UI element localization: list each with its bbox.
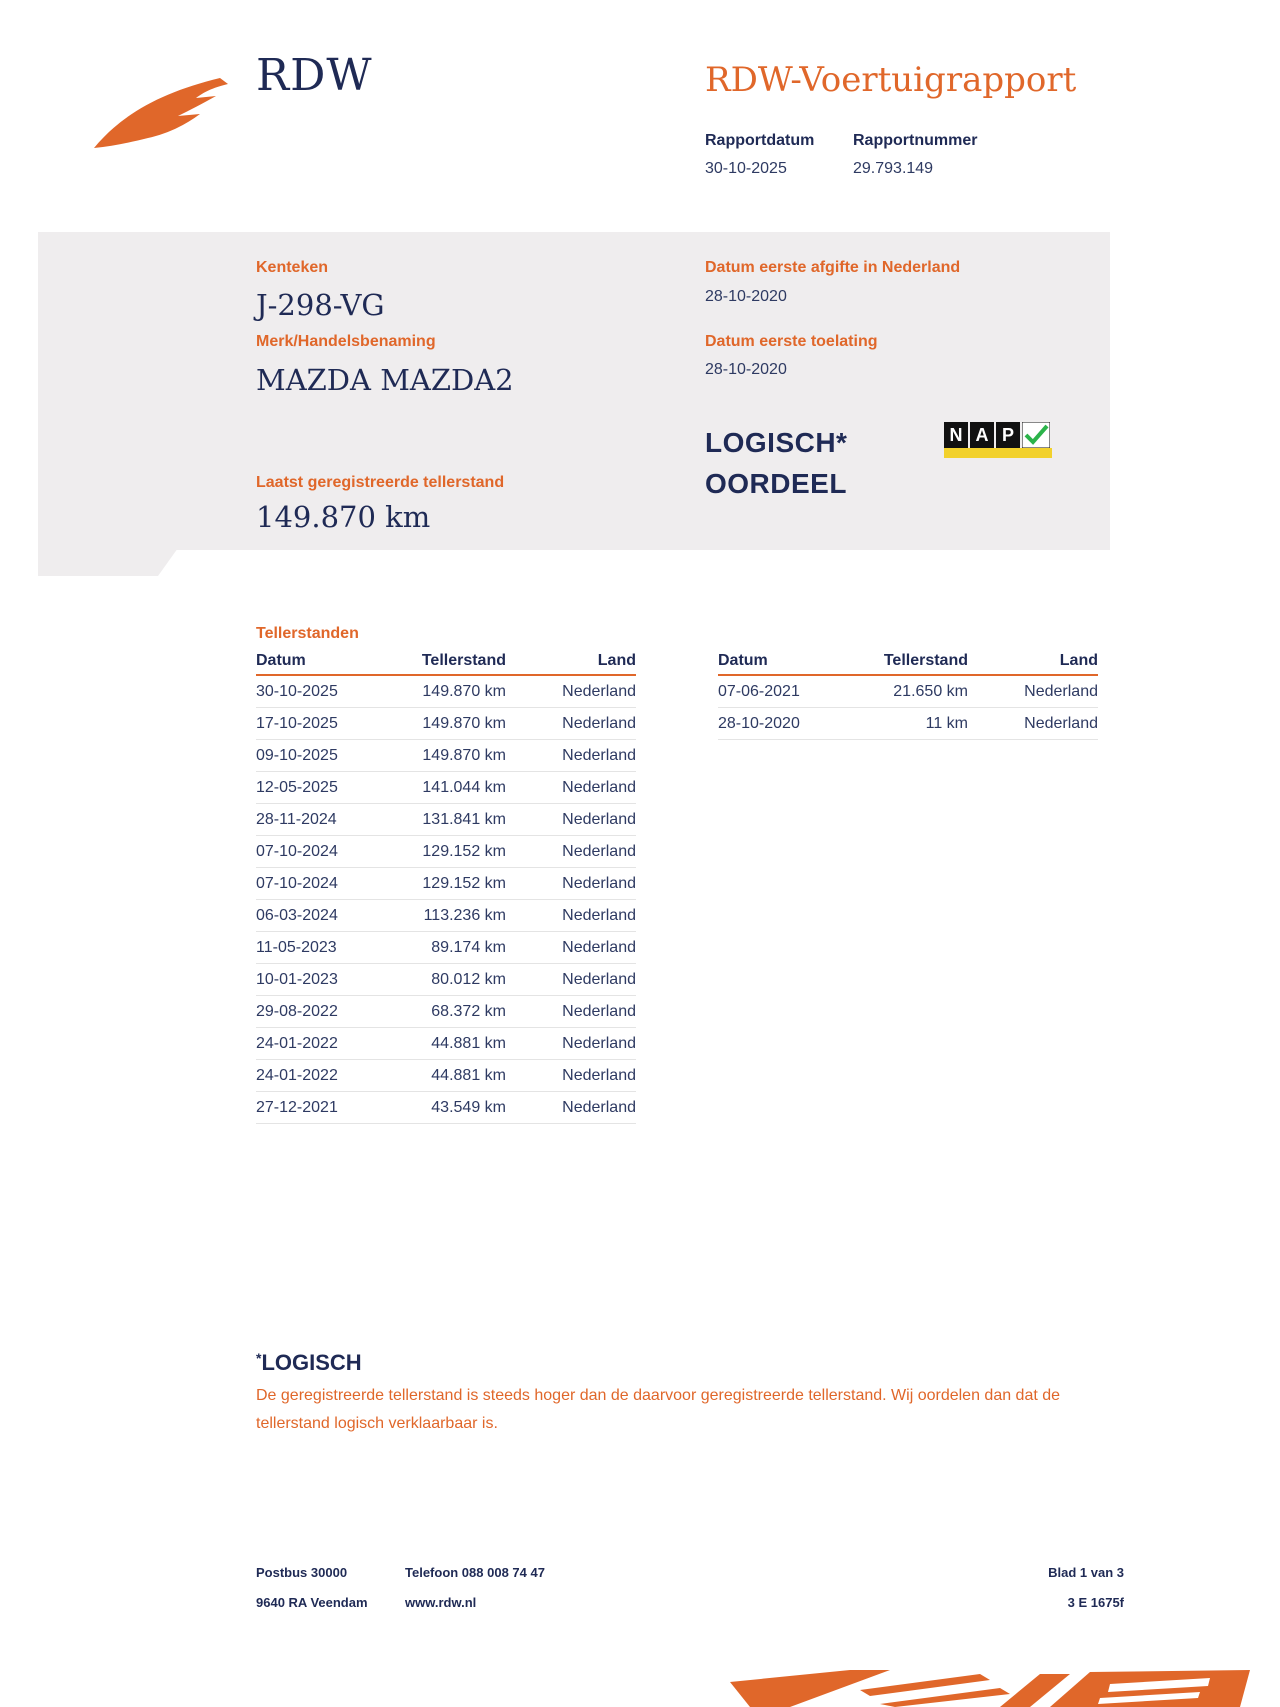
rdw-logo-icon: [92, 74, 242, 154]
verdict-caption: OORDEEL: [705, 468, 847, 499]
table-row: [256, 772, 636, 804]
table-row: [256, 964, 636, 996]
report-number: 29.793.149: [853, 160, 934, 177]
row-country: Nederland: [968, 708, 1098, 740]
row-odometer: 44.881 km: [406, 1060, 506, 1092]
table-header-row: [256, 652, 636, 675]
vehicle-info-panel: [38, 232, 1110, 550]
readings-title: Tellerstanden: [256, 625, 359, 642]
table-row: [256, 740, 636, 772]
make-value: MAZDA MAZDA2: [256, 363, 514, 397]
footnote-text: De geregistreerde tellerstand is steeds hoger dan de daarvoor geregistreerde tellerstand. Wij oordelen dan dat de tellerstand logisch verklaarbaar is.: [256, 1387, 1061, 1432]
nap-yellow-bar: [944, 448, 1052, 458]
table-row: [256, 996, 636, 1028]
first-issue-nl-value: 28-10-2020: [705, 288, 787, 305]
brand-name: RDW: [256, 50, 373, 101]
col-land: Land: [968, 652, 1098, 675]
table-row: [256, 836, 636, 868]
row-odometer: 131.841 km: [406, 804, 506, 836]
make-label: Merk/Handelsbenaming: [256, 333, 436, 350]
odometer-label: Laatst geregistreerde tellerstand: [256, 474, 505, 491]
table-row: [256, 932, 636, 964]
nap-letter-p: P: [996, 422, 1020, 448]
row-country: Nederland: [506, 996, 636, 1028]
report-date: 30-10-2025: [705, 160, 787, 177]
row-country: Nederland: [506, 1060, 636, 1092]
row-date: 28-10-2020: [718, 708, 868, 740]
table-row: [718, 708, 1098, 740]
footer-phone: Telefoon 088 008 74 47: [405, 1565, 545, 1580]
footer-website[interactable]: www.rdw.nl: [405, 1595, 477, 1610]
col-datum: Datum: [256, 652, 406, 675]
row-country: Nederland: [506, 708, 636, 740]
footer-address-line2: 9640 RA Veendam: [256, 1595, 368, 1610]
table-row: [256, 868, 636, 900]
row-odometer: 89.174 km: [406, 932, 506, 964]
footnote-marker: *: [256, 1350, 262, 1366]
row-odometer: 43.549 km: [406, 1092, 506, 1124]
row-date: 11-05-2023: [256, 932, 406, 964]
readings-table-right: [718, 652, 1098, 740]
row-odometer: 149.870 km: [406, 675, 506, 708]
footer-code: 3 E 1675f: [1067, 1595, 1124, 1610]
nap-letter-n: N: [944, 422, 968, 448]
first-admission-value: 28-10-2020: [705, 361, 787, 378]
col-land: Land: [506, 652, 636, 675]
row-odometer: 129.152 km: [406, 868, 506, 900]
row-date: 07-10-2024: [256, 836, 406, 868]
report-number-label: Rapportnummer: [853, 132, 978, 149]
row-country: Nederland: [506, 1028, 636, 1060]
row-odometer: 149.870 km: [406, 740, 506, 772]
table-row: [256, 1092, 636, 1124]
row-odometer: 68.372 km: [406, 996, 506, 1028]
verdict-value: LOGISCH*: [705, 427, 848, 458]
row-country: Nederland: [506, 740, 636, 772]
checkmark-icon: [1022, 422, 1050, 448]
table-row: [256, 1028, 636, 1060]
row-odometer: 149.870 km: [406, 708, 506, 740]
row-country: Nederland: [968, 675, 1098, 708]
row-date: 24-01-2022: [256, 1028, 406, 1060]
plate-label: Kenteken: [256, 259, 329, 276]
row-date: 09-10-2025: [256, 740, 406, 772]
table-row: [256, 708, 636, 740]
first-admission-label: Datum eerste toelating: [705, 333, 878, 350]
row-date: 07-10-2024: [256, 868, 406, 900]
plate-value: J-298-VG: [256, 288, 385, 322]
footnote-title: [256, 1350, 362, 1376]
panel-tab-shape: [38, 548, 178, 576]
footer-page: Blad 1 van 3: [1048, 1565, 1124, 1580]
col-tellerstand: Tellerstand: [406, 652, 506, 675]
row-odometer: 11 km: [868, 708, 968, 740]
nap-badge: [944, 422, 1052, 462]
row-odometer: 129.152 km: [406, 836, 506, 868]
table-row: [256, 900, 636, 932]
row-country: Nederland: [506, 900, 636, 932]
row-odometer: 21.650 km: [868, 675, 968, 708]
row-odometer: 44.881 km: [406, 1028, 506, 1060]
row-date: 27-12-2021: [256, 1092, 406, 1124]
row-odometer: 113.236 km: [406, 900, 506, 932]
row-date: 06-03-2024: [256, 900, 406, 932]
table-row: [256, 675, 636, 708]
nap-letter-a: A: [970, 422, 994, 448]
rdw-stripes-graphic: [730, 1660, 1250, 1707]
row-date: 29-08-2022: [256, 996, 406, 1028]
readings-table-left: [256, 652, 636, 1124]
row-date: 10-01-2023: [256, 964, 406, 996]
table-row: [256, 804, 636, 836]
row-odometer: 141.044 km: [406, 772, 506, 804]
row-country: Nederland: [506, 964, 636, 996]
row-country: Nederland: [506, 772, 636, 804]
table-row: [718, 675, 1098, 708]
row-country: Nederland: [506, 868, 636, 900]
col-datum: Datum: [718, 652, 868, 675]
row-date: 30-10-2025: [256, 675, 406, 708]
row-date: 17-10-2025: [256, 708, 406, 740]
row-country: Nederland: [506, 675, 636, 708]
report-date-label: Rapportdatum: [705, 132, 815, 149]
col-tellerstand: Tellerstand: [868, 652, 968, 675]
first-issue-nl-label: Datum eerste afgifte in Nederland: [705, 259, 961, 276]
report-title: RDW-Voertuigrapport: [705, 60, 1077, 100]
row-date: 28-11-2024: [256, 804, 406, 836]
odometer-value: 149.870 km: [256, 500, 431, 534]
table-row: [256, 1060, 636, 1092]
row-country: Nederland: [506, 932, 636, 964]
row-date: 12-05-2025: [256, 772, 406, 804]
row-country: Nederland: [506, 836, 636, 868]
table-header-row: [718, 652, 1098, 675]
footnote-title-text: LOGISCH: [261, 1350, 362, 1375]
row-country: Nederland: [506, 1092, 636, 1124]
footer-address-line1: Postbus 30000: [256, 1565, 348, 1580]
row-date: 24-01-2022: [256, 1060, 406, 1092]
row-odometer: 80.012 km: [406, 964, 506, 996]
row-country: Nederland: [506, 804, 636, 836]
row-date: 07-06-2021: [718, 675, 868, 708]
